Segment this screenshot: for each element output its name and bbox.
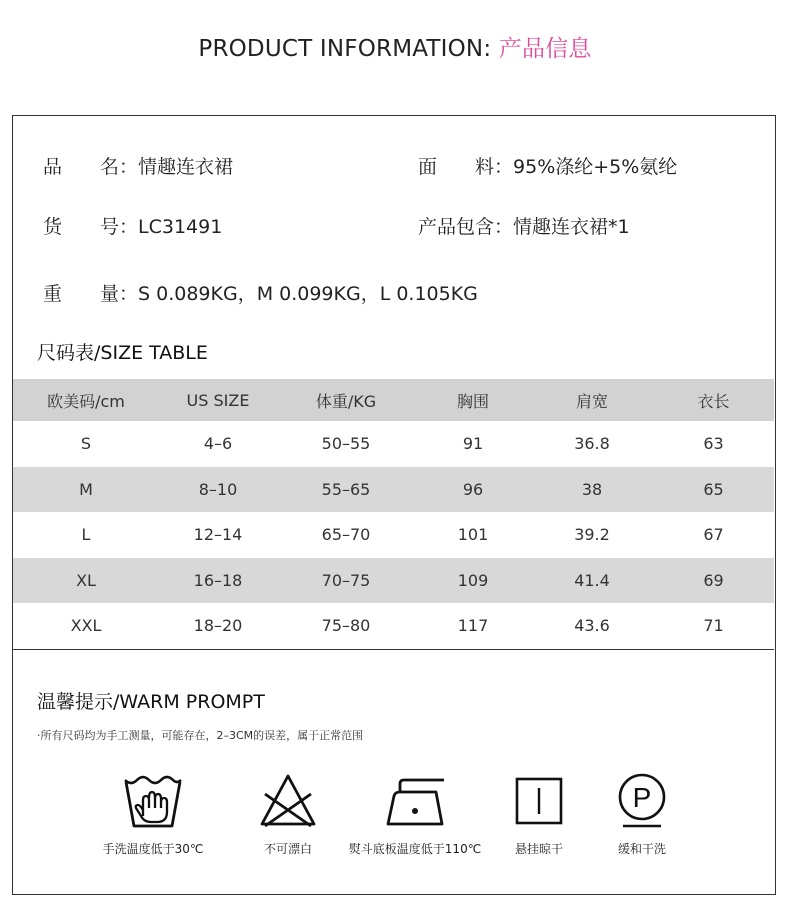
table-cell: XL <box>76 570 96 590</box>
table-cell: 65 <box>703 479 724 499</box>
table-cell: 4–6 <box>203 434 233 454</box>
table-cell: XXL <box>70 616 102 636</box>
table-cell: 109 <box>457 570 489 590</box>
item-number-label: 货 号： <box>43 216 139 238</box>
header-title-cn: 产品信息 <box>498 36 592 62</box>
hand-wash-caption: 手洗温度低于30℃ <box>102 842 204 856</box>
fabric-value: 95%涤纶+5%氨纶 <box>513 156 678 178</box>
table-cell: 8–10 <box>198 479 238 499</box>
table-cell: 71 <box>703 616 724 636</box>
dry-clean-icon <box>613 772 671 830</box>
dry-clean-letter: P <box>632 782 652 813</box>
product-name-row <box>43 152 233 179</box>
table-cell: 63 <box>703 434 724 454</box>
table-row <box>13 421 774 467</box>
column-header: 衣长 <box>697 391 730 411</box>
package-value: 情趣连衣裙*1 <box>513 216 630 238</box>
table-cell: 96 <box>462 479 484 499</box>
package-label: 产品包含： <box>418 216 514 238</box>
table-cell: 67 <box>703 525 724 545</box>
table-row <box>13 512 774 558</box>
size-table-title: 尺码表/SIZE TABLE <box>37 342 208 364</box>
iron-caption: 熨斗底板温度低于110℃ <box>348 842 482 856</box>
no-bleach-icon <box>257 772 319 830</box>
hang-dry-icon <box>514 772 564 830</box>
no-bleach-caption: 不可漂白 <box>263 842 312 856</box>
item-number-value: LC31491 <box>138 216 223 238</box>
measurement-note: ·所有尺码均为手工测量，可能存在，2–3CM的误差，属于正常范围 <box>37 729 364 742</box>
dry-clean-caption: 缓和干洗 <box>617 842 666 856</box>
table-cell: 39.2 <box>574 525 610 545</box>
fabric-row <box>418 152 677 179</box>
header-title-en: PRODUCT INFORMATION: <box>198 36 492 62</box>
warm-prompt-title: 温馨提示/WARM PROMPT <box>37 691 265 713</box>
table-cell: 43.6 <box>574 616 610 636</box>
table-cell: 18–20 <box>193 616 243 636</box>
table-cell: S <box>80 434 92 454</box>
table-cell: 91 <box>462 434 484 454</box>
table-cell: 41.4 <box>574 570 610 590</box>
table-row <box>13 467 774 513</box>
column-header: 体重/KG <box>315 391 377 411</box>
table-row <box>13 558 774 604</box>
table-cell: 36.8 <box>574 434 610 454</box>
table-cell: 16–18 <box>193 570 243 590</box>
table-cell: 38 <box>581 479 603 499</box>
column-header: US SIZE <box>186 390 250 410</box>
package-row <box>418 212 630 239</box>
table-cell: 117 <box>457 616 489 636</box>
product-name-label: 品 名： <box>43 156 139 178</box>
table-cell: 75–80 <box>321 616 371 636</box>
iron-icon <box>382 772 448 830</box>
hand-wash-icon <box>122 772 184 830</box>
table-cell: 55–65 <box>321 479 371 499</box>
column-header: 肩宽 <box>575 391 608 411</box>
product-info-frame <box>12 115 776 895</box>
column-header: 欧美码/cm <box>47 391 125 411</box>
care-hand-wash <box>78 772 228 857</box>
table-cell: 12–14 <box>193 525 243 545</box>
table-cell: L <box>81 525 91 545</box>
table-cell: 65–70 <box>321 525 371 545</box>
fabric-label: 面 料： <box>418 156 514 178</box>
size-table-header-row <box>13 379 774 421</box>
table-cell: M <box>79 479 93 499</box>
item-number-row <box>43 212 222 239</box>
weight-row <box>43 279 478 306</box>
hang-dry-caption: 悬挂晾干 <box>514 842 563 856</box>
page-header <box>0 30 790 63</box>
table-row <box>13 603 774 649</box>
table-cell: 101 <box>457 525 489 545</box>
size-table <box>13 379 774 649</box>
weight-value: S 0.089KG，M 0.099KG，L 0.105KG <box>138 283 478 305</box>
column-header: 胸围 <box>456 391 489 411</box>
weight-label: 重 量： <box>43 283 139 305</box>
product-name-value: 情趣连衣裙 <box>138 156 234 178</box>
section-divider <box>13 649 774 650</box>
table-cell: 69 <box>703 570 724 590</box>
care-dry-clean <box>567 772 717 857</box>
table-cell: 70–75 <box>321 570 371 590</box>
table-cell: 50–55 <box>321 434 371 454</box>
